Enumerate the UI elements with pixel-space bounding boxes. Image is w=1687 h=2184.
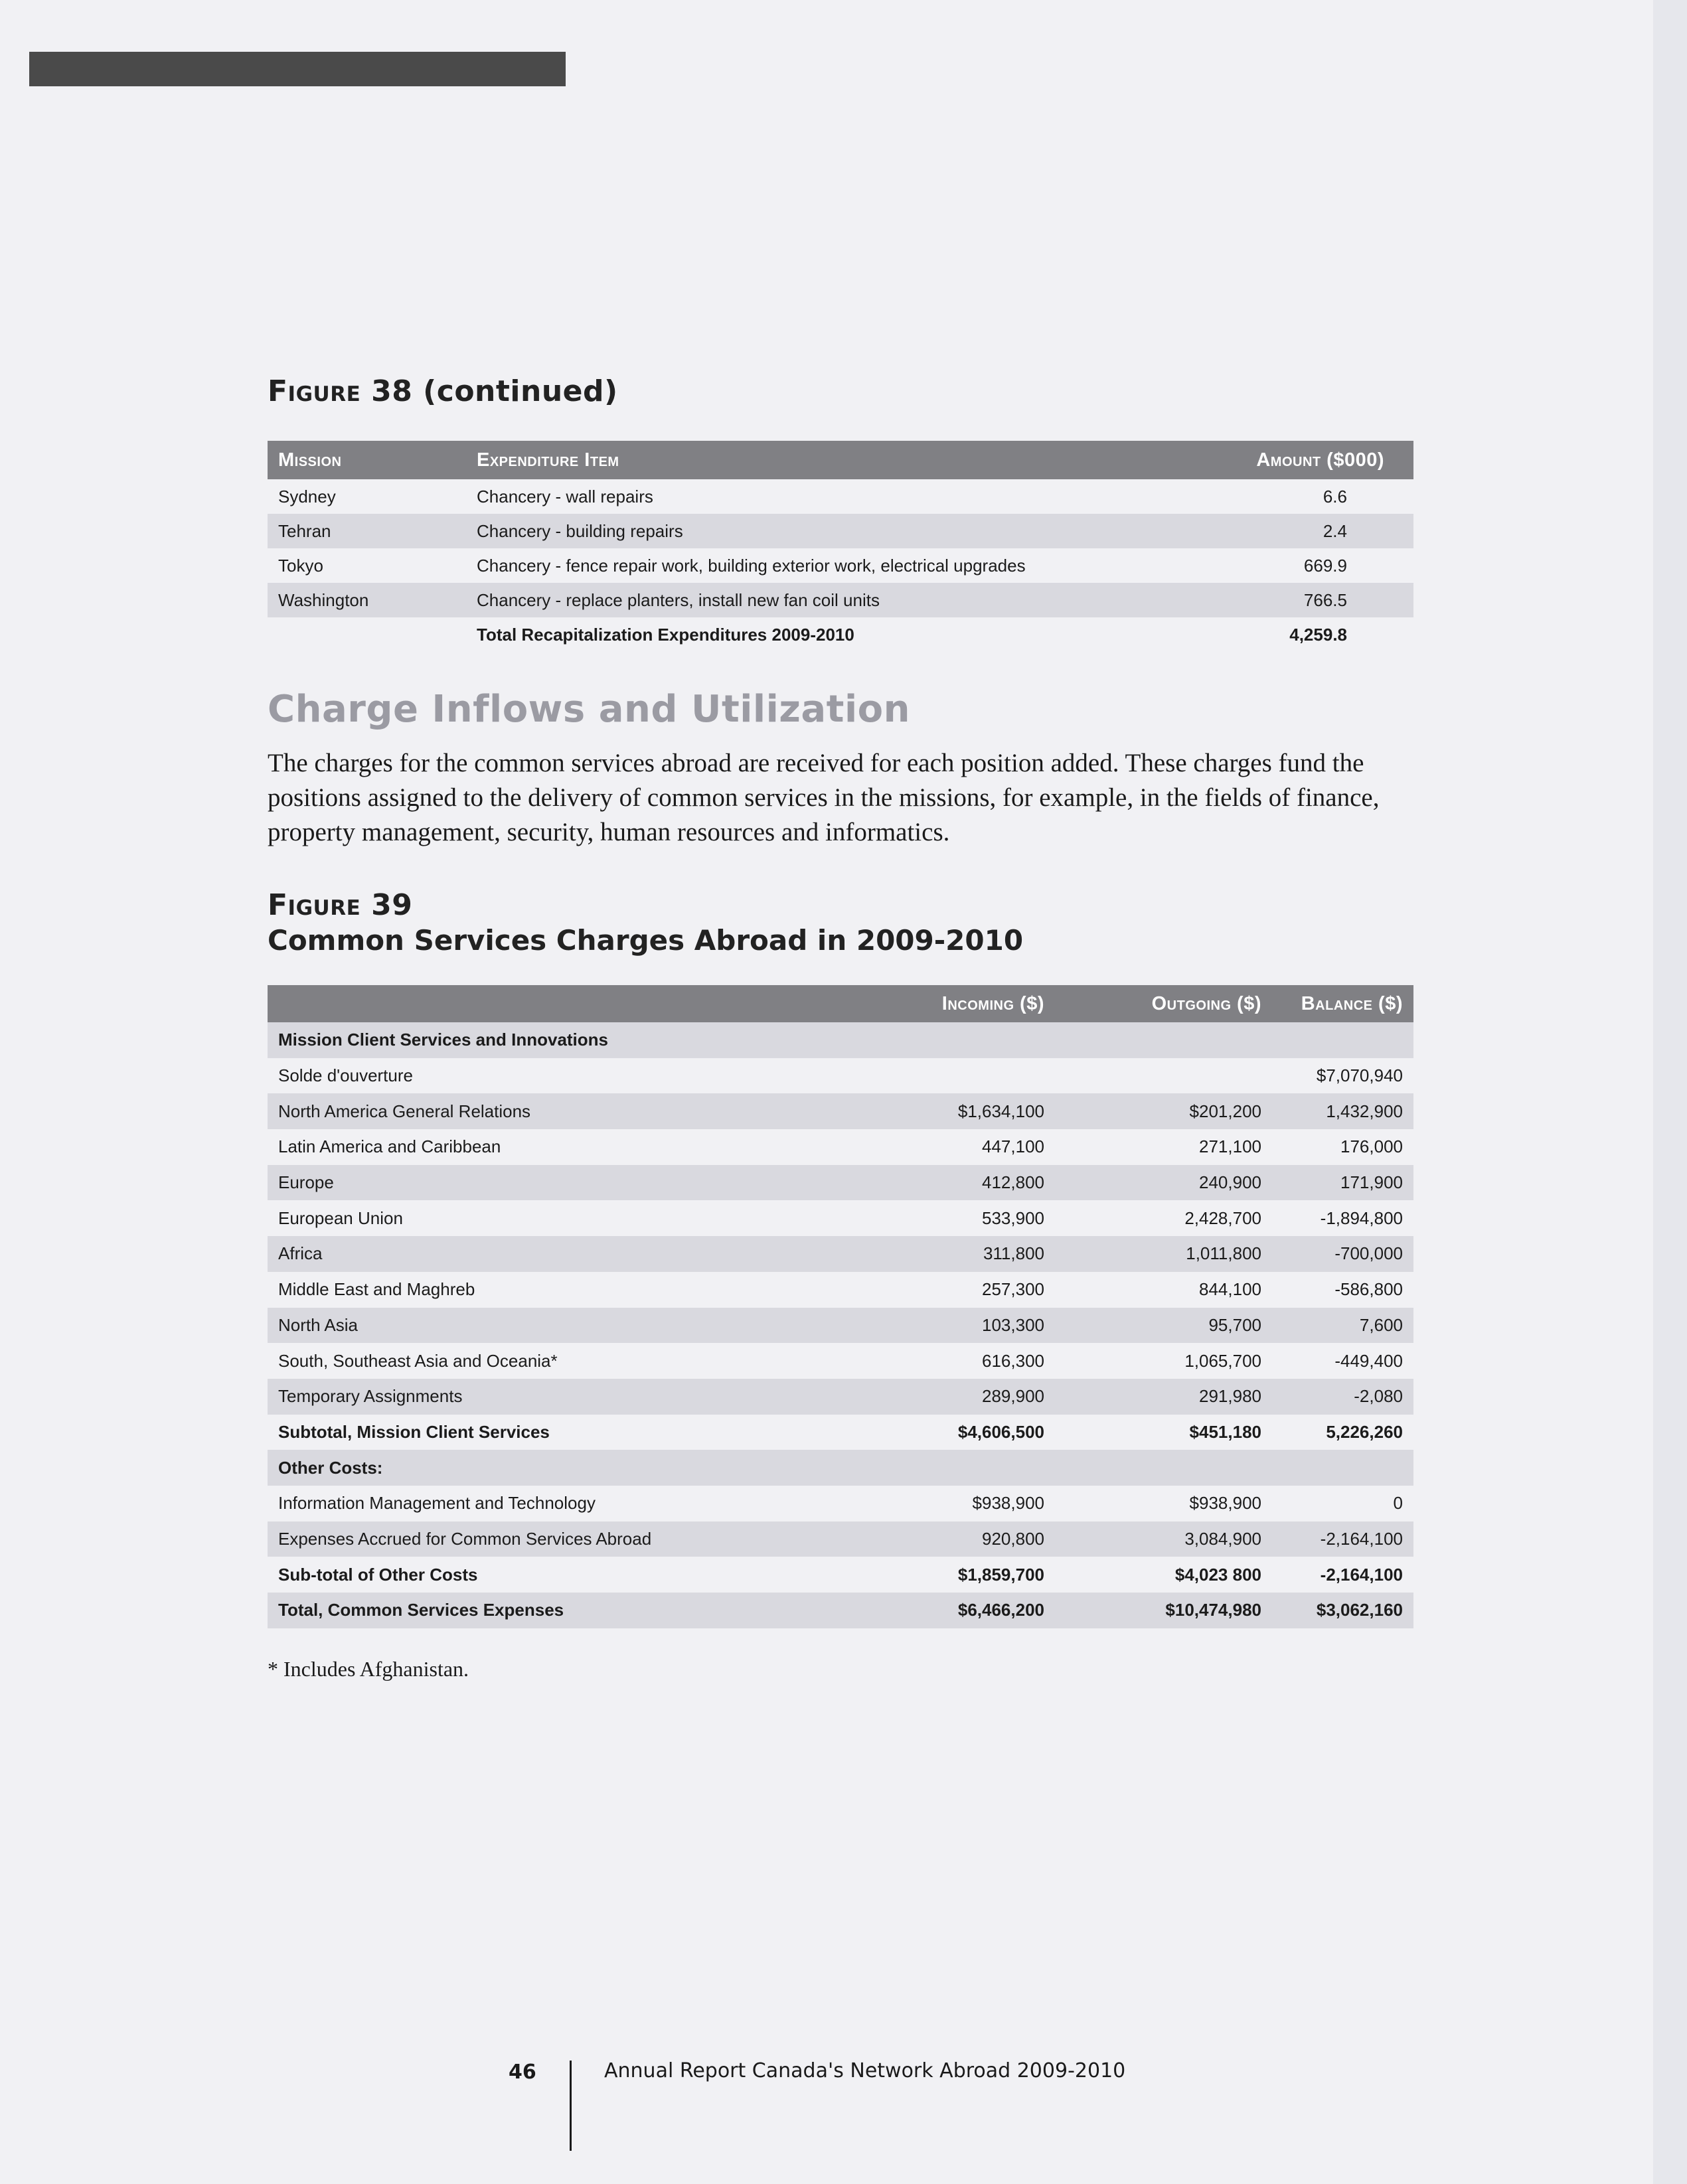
cell-outgoing xyxy=(1055,1058,1272,1094)
cell-mission: Tokyo xyxy=(278,555,323,576)
cell-label: European Union xyxy=(278,1208,403,1228)
table-header-row xyxy=(268,441,1413,479)
cell-outgoing: 844,100 xyxy=(1199,1279,1261,1300)
table-row xyxy=(268,1557,1413,1593)
cell-incoming: $4,606,500 xyxy=(957,1421,1044,1442)
column-header-incoming: Incoming ($) xyxy=(856,985,1055,1022)
cell-incoming xyxy=(856,1022,1055,1058)
cell-balance: -700,000 xyxy=(1272,1236,1413,1272)
table-row xyxy=(268,1486,1413,1521)
cell-incoming: 920,800 xyxy=(856,1521,1055,1557)
cell-amount: 766.5 xyxy=(1192,583,1413,617)
cell-outgoing: $201,200 xyxy=(1055,1093,1272,1129)
cell-label: Europe xyxy=(268,1165,856,1201)
cell-incoming: $938,900 xyxy=(972,1493,1044,1514)
cell-incoming xyxy=(856,1058,1055,1094)
cell-outgoing: 1,065,700 xyxy=(1184,1350,1261,1371)
cell-balance: 1,432,900 xyxy=(1272,1093,1413,1129)
figure-39-label xyxy=(268,888,412,922)
total-row xyxy=(268,617,1413,652)
column-header-mission: Mission xyxy=(268,441,466,479)
cell-incoming: 257,300 xyxy=(982,1279,1044,1300)
cell-incoming: 616,300 xyxy=(982,1350,1044,1371)
table-row xyxy=(268,1022,1413,1058)
cell-item: Chancery - wall repairs xyxy=(477,486,653,507)
table-row xyxy=(268,1058,1413,1094)
cell-balance: 0 xyxy=(1393,1493,1403,1514)
cell-mission: Tehran xyxy=(268,514,466,548)
cell-outgoing: 271,100 xyxy=(1199,1136,1261,1157)
cell-label: Mission Client Services and Innovations xyxy=(268,1022,856,1058)
table-row xyxy=(268,1415,1413,1450)
cell-incoming: 447,100 xyxy=(982,1136,1044,1157)
table-row xyxy=(268,583,1413,617)
section-heading: Charge Inflows and Utilization xyxy=(268,688,910,731)
table-row xyxy=(268,1165,1413,1201)
cell-balance: -1,894,800 xyxy=(1320,1208,1403,1228)
table-row xyxy=(268,479,1413,514)
table-row xyxy=(268,1343,1413,1379)
figure-39-label-prefix: Figure xyxy=(268,888,361,922)
column-header-amount: Amount ($000) xyxy=(1192,441,1413,479)
footer-title: Annual Report Canada's Network Abroad 2009-2010 xyxy=(604,2059,1126,2082)
cell-label: Expenses Accrued for Common Services Abroad xyxy=(268,1521,856,1557)
table-row xyxy=(268,548,1413,583)
cell-label: Sub-total of Other Costs xyxy=(278,1564,478,1585)
cell-label: South, Southeast Asia and Oceania* xyxy=(278,1350,558,1371)
cell-label: Africa xyxy=(268,1236,856,1272)
cell-item: Chancery - replace planters, install new fan coil units xyxy=(466,583,1192,617)
cell-balance: -2,164,100 xyxy=(1320,1564,1403,1585)
table-header-row xyxy=(268,985,1413,1022)
cell-label: North America General Relations xyxy=(268,1093,856,1129)
cell-mission: Sydney xyxy=(278,486,336,507)
cell-mission: Washington xyxy=(268,583,466,617)
total-label: Total Recapitalization Expenditures 2009-2010 xyxy=(477,624,854,645)
total-amount: 4,259.8 xyxy=(1289,624,1347,645)
recapitalization-table xyxy=(268,441,1413,652)
cell-balance: $7,070,940 xyxy=(1316,1065,1403,1086)
cell-incoming: 533,900 xyxy=(982,1208,1044,1228)
page-edge xyxy=(1653,0,1687,2184)
footnote: * Includes Afghanistan. xyxy=(268,1657,469,1681)
cell-empty xyxy=(268,617,466,652)
column-header-balance: Balance ($) xyxy=(1272,985,1413,1022)
cell-outgoing: 291,980 xyxy=(1055,1379,1272,1415)
figure-39-label-rest: 39 xyxy=(361,888,413,922)
cell-balance: $3,062,160 xyxy=(1272,1593,1413,1628)
cell-outgoing: $451,180 xyxy=(1189,1421,1261,1442)
table-row xyxy=(268,1272,1413,1308)
table-row xyxy=(268,1593,1413,1628)
cell-amount: 669.9 xyxy=(1303,555,1347,576)
cell-label: Solde d'ouverture xyxy=(278,1065,413,1086)
cell-incoming: $1,634,100 xyxy=(856,1093,1055,1129)
footer-divider xyxy=(570,2061,572,2151)
table-row xyxy=(268,1521,1413,1557)
cell-label: Latin America and Caribbean xyxy=(278,1136,501,1157)
table-row xyxy=(268,1129,1413,1165)
cell-outgoing: 2,428,700 xyxy=(1184,1208,1261,1228)
cell-balance: -2,080 xyxy=(1272,1379,1413,1415)
cell-label: Middle East and Maghreb xyxy=(278,1279,475,1300)
column-header-outgoing: Outgoing ($) xyxy=(1055,985,1272,1022)
table-row xyxy=(268,1308,1413,1344)
cell-label: North Asia xyxy=(268,1308,856,1344)
cell-balance: 5,226,260 xyxy=(1326,1421,1403,1442)
cell-balance: -586,800 xyxy=(1334,1279,1403,1300)
figure-39-title: Common Services Charges Abroad in 2009-2010 xyxy=(268,924,1024,957)
cell-incoming: $6,466,200 xyxy=(856,1593,1055,1628)
cell-incoming: 103,300 xyxy=(856,1308,1055,1344)
cell-item: Chancery - fence repair work, building exterior work, electrical upgrades xyxy=(477,555,1026,576)
cell-balance xyxy=(1272,1022,1413,1058)
cell-outgoing: 95,700 xyxy=(1055,1308,1272,1344)
cell-label: Total, Common Services Expenses xyxy=(268,1593,856,1628)
cell-balance xyxy=(1272,1450,1413,1486)
column-header-expenditure-item: Expenditure Item xyxy=(466,441,1192,479)
table-row xyxy=(268,1379,1413,1415)
cell-incoming xyxy=(856,1450,1055,1486)
cell-label: Other Costs: xyxy=(268,1450,856,1486)
common-services-table xyxy=(268,985,1413,1628)
cell-balance: 176,000 xyxy=(1340,1136,1403,1157)
page-number: 46 xyxy=(509,2061,536,2084)
cell-outgoing: 240,900 xyxy=(1055,1165,1272,1201)
cell-label: Subtotal, Mission Client Services xyxy=(278,1421,550,1442)
column-header-label xyxy=(268,985,856,1022)
table-row xyxy=(268,1450,1413,1486)
cell-outgoing: 3,084,900 xyxy=(1055,1521,1272,1557)
cell-incoming: 289,900 xyxy=(856,1379,1055,1415)
figure-38-label xyxy=(268,374,618,408)
cell-balance: 171,900 xyxy=(1272,1165,1413,1201)
figure-38-label-prefix: Figure xyxy=(268,374,361,408)
cell-incoming: 311,800 xyxy=(856,1236,1055,1272)
header-bar xyxy=(29,52,566,86)
figure-38-label-rest: 38 (continued) xyxy=(361,374,618,408)
cell-amount: 2.4 xyxy=(1192,514,1413,548)
cell-outgoing: $10,474,980 xyxy=(1055,1593,1272,1628)
cell-outgoing: $4,023 800 xyxy=(1174,1564,1261,1585)
cell-outgoing xyxy=(1055,1450,1272,1486)
table-row xyxy=(268,1200,1413,1236)
cell-label: Temporary Assignments xyxy=(268,1379,856,1415)
cell-incoming: $1,859,700 xyxy=(957,1564,1044,1585)
cell-incoming: 412,800 xyxy=(856,1165,1055,1201)
table-row xyxy=(268,514,1413,548)
section-body: The charges for the common services abroad are received for each position added. These charges fund the positions assigned to the delivery of common services in the missions, for example, in the fields of finance, property management, security, human resources and informatics. xyxy=(268,749,1380,846)
cell-outgoing xyxy=(1055,1022,1272,1058)
cell-balance: -2,164,100 xyxy=(1272,1521,1413,1557)
cell-amount: 6.6 xyxy=(1323,486,1347,507)
cell-balance: -449,400 xyxy=(1334,1350,1403,1371)
cell-item: Chancery - building repairs xyxy=(466,514,1192,548)
table-row xyxy=(268,1093,1413,1129)
cell-label: Information Management and Technology xyxy=(278,1493,596,1514)
cell-outgoing: $938,900 xyxy=(1189,1493,1261,1514)
table-row xyxy=(268,1236,1413,1272)
cell-outgoing: 1,011,800 xyxy=(1055,1236,1272,1272)
cell-balance: 7,600 xyxy=(1272,1308,1413,1344)
